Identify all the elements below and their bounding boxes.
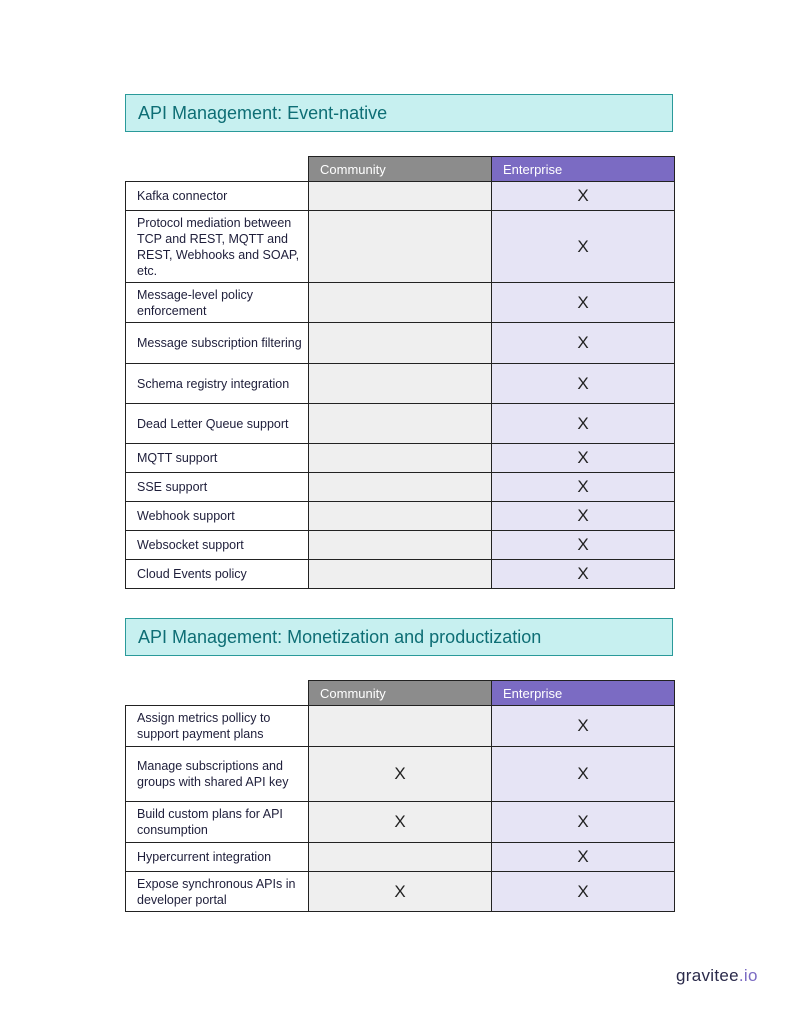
feature-name: Cloud Events policy	[126, 560, 309, 589]
community-mark	[309, 182, 492, 211]
feature-name: Build custom plans for API consumption	[126, 802, 309, 843]
feature-name: Schema registry integration	[126, 364, 309, 404]
enterprise-mark: X	[492, 802, 675, 843]
feature-name: Manage subscriptions and groups with shared API key	[126, 747, 309, 802]
enterprise-mark: X	[492, 843, 675, 872]
section-title-text: API Management: Event-native	[138, 102, 388, 123]
table-row	[126, 843, 675, 872]
table-row	[126, 706, 675, 747]
enterprise-mark: X	[492, 473, 675, 502]
table-row	[126, 182, 675, 211]
enterprise-column-header: Enterprise	[492, 681, 675, 706]
table-row	[126, 444, 675, 473]
enterprise-mark: X	[492, 872, 675, 912]
table-row	[126, 560, 675, 589]
community-mark	[309, 364, 492, 404]
table-row	[126, 211, 675, 283]
community-mark	[309, 323, 492, 364]
feature-name: Dead Letter Queue support	[126, 404, 309, 444]
feature-table-event-native	[125, 156, 675, 589]
blank-header-cell	[126, 681, 309, 706]
feature-name: Webhook support	[126, 502, 309, 531]
enterprise-mark: X	[492, 182, 675, 211]
community-mark	[309, 444, 492, 473]
feature-table-monetization	[125, 680, 675, 912]
feature-name: SSE support	[126, 473, 309, 502]
feature-name: MQTT support	[126, 444, 309, 473]
enterprise-mark: X	[492, 283, 675, 323]
enterprise-mark: X	[492, 502, 675, 531]
feature-name: Message subscription filtering	[126, 323, 309, 364]
table-row	[126, 404, 675, 444]
community-column-header: Community	[309, 681, 492, 706]
feature-name: Expose synchronous APIs in developer portal	[126, 872, 309, 912]
enterprise-mark: X	[492, 706, 675, 747]
feature-name: Websocket support	[126, 531, 309, 560]
feature-name: Message-level policy enforcement	[126, 283, 309, 323]
gravitee-logo	[676, 966, 758, 986]
enterprise-mark: X	[492, 444, 675, 473]
table-row	[126, 802, 675, 843]
enterprise-mark: X	[492, 560, 675, 589]
logo-name: gravitee	[676, 966, 739, 985]
community-mark	[309, 560, 492, 589]
feature-name: Protocol mediation between TCP and REST, MQTT and REST, Webhooks and SOAP, etc.	[126, 211, 309, 283]
community-mark	[309, 473, 492, 502]
community-mark: X	[309, 802, 492, 843]
section-title-monetization	[125, 618, 673, 656]
community-mark: X	[309, 872, 492, 912]
community-column-header: Community	[309, 157, 492, 182]
community-mark	[309, 706, 492, 747]
table-row	[126, 283, 675, 323]
community-mark	[309, 404, 492, 444]
feature-name: Kafka connector	[126, 182, 309, 211]
community-mark	[309, 211, 492, 283]
logo-suffix: .io	[738, 966, 758, 985]
community-mark: X	[309, 747, 492, 802]
enterprise-mark: X	[492, 364, 675, 404]
feature-name: Hypercurrent integration	[126, 843, 309, 872]
community-mark	[309, 283, 492, 323]
table-row	[126, 872, 675, 912]
community-mark	[309, 843, 492, 872]
community-mark	[309, 502, 492, 531]
section-title-text: API Management: Monetization and productization	[138, 626, 542, 647]
enterprise-mark: X	[492, 531, 675, 560]
blank-header-cell	[126, 157, 309, 182]
table-row	[126, 502, 675, 531]
table-row	[126, 747, 675, 802]
enterprise-mark: X	[492, 747, 675, 802]
section-title-event-native	[125, 94, 673, 132]
enterprise-mark: X	[492, 323, 675, 364]
enterprise-column-header: Enterprise	[492, 157, 675, 182]
enterprise-mark: X	[492, 404, 675, 444]
table-row	[126, 364, 675, 404]
enterprise-mark: X	[492, 211, 675, 283]
feature-name: Assign metrics pollicy to support payment plans	[126, 706, 309, 747]
table-row	[126, 323, 675, 364]
table-row	[126, 473, 675, 502]
table-row	[126, 531, 675, 560]
community-mark	[309, 531, 492, 560]
